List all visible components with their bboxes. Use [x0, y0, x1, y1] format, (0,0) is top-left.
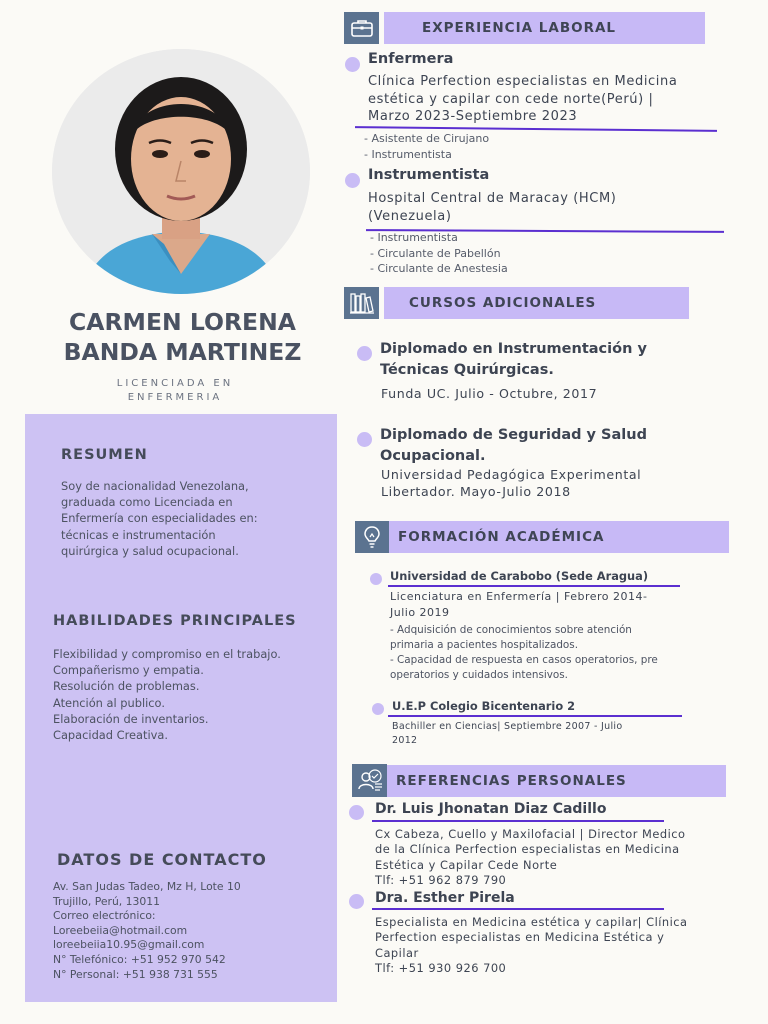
school-detail-line: - Adquisición de conocimientos sobre atención	[390, 624, 632, 636]
job-place-line: Marzo 2023-Septiembre 2023	[368, 109, 578, 124]
bullet-dot	[345, 173, 360, 188]
divider-line	[388, 585, 680, 587]
job-place-line: Hospital Central de Maracay (HCM)	[368, 191, 617, 206]
cursos-heading: CURSOS ADICIONALES	[409, 295, 597, 311]
reference-details-2	[375, 915, 745, 976]
divider-line	[372, 908, 664, 910]
course-title-line: Diplomado de Seguridad y Salud	[380, 427, 647, 443]
job-title	[100, 377, 250, 405]
course-detail-1	[381, 385, 597, 402]
habilidades-list	[53, 646, 328, 743]
school-sub-line: Julio 2019	[390, 605, 450, 619]
school-detail-1	[390, 623, 730, 683]
school-title-2: U.E.P Colegio Bicentenario 2	[392, 699, 576, 713]
task-item: - Asistente de Cirujano	[364, 132, 490, 145]
course-title-line: Técnicas Quirúrgicas.	[380, 362, 554, 378]
bullet-dot	[345, 57, 360, 72]
reference-line: Perfection especialistas en Medicina Estética y	[375, 930, 665, 945]
reference-phone: Tlf: +51 962 879 790	[375, 872, 507, 887]
contact-email-label: Correo electrónico:	[53, 909, 156, 923]
resumen-text	[61, 478, 326, 559]
referencias-header	[387, 765, 726, 797]
job-title-2: Instrumentista	[368, 167, 490, 183]
school-sub-line: Licenciatura en Enfermería | Febrero 2014-	[390, 590, 648, 603]
reference-line: Cx Cabeza, Cuello y Maxilofacial | Director Medico	[375, 827, 686, 841]
school-sub-line: 2012	[392, 735, 418, 746]
name-line-2: BANDA MARTINEZ	[63, 338, 302, 366]
role-line-1: LICENCIADA EN	[116, 378, 234, 389]
reference-line: Capilar	[375, 945, 419, 960]
skill-item: Elaboración de inventarios.	[53, 711, 209, 726]
contact-address: Av. San Judas Tadeo, Mz H, Lote 10	[53, 880, 241, 893]
job-place-2	[368, 190, 738, 225]
contact-phone: N° Telefónico: +51 952 970 542	[53, 952, 226, 966]
experiencia-header	[384, 12, 705, 44]
referencias-icon-box	[352, 764, 387, 797]
experiencia-icon-box	[344, 12, 379, 44]
formacion-icon-box	[355, 521, 389, 553]
formacion-heading: FORMACIÓN ACADÉMICA	[398, 529, 605, 545]
course-detail-line: Libertador. Mayo-Julio 2018	[381, 484, 571, 499]
bullet-dot	[357, 432, 372, 447]
course-detail-line: Funda UC. Julio - Octubre, 2017	[381, 386, 598, 401]
job-tasks-1	[364, 131, 489, 162]
school-title-1: Universidad de Carabobo (Sede Aragua)	[390, 569, 649, 583]
task-item: - Instrumentista	[364, 147, 452, 161]
task-item: - Circulante de Anestesia	[370, 262, 508, 275]
profile-photo	[52, 49, 310, 294]
cursos-icon-box	[344, 287, 379, 319]
course-title-line: Ocupacional.	[380, 448, 486, 464]
school-sub-line: Bachiller en Ciencias| Septiembre 2007 - Julio	[392, 721, 623, 732]
job-place-line: (Venezuela)	[368, 208, 452, 224]
course-title-2	[380, 425, 730, 467]
profile-photo-icon	[52, 49, 310, 294]
task-item: - Instrumentista	[370, 231, 458, 244]
reference-name-1: Dr. Luis Jhonatan Diaz Cadillo	[375, 801, 607, 817]
contact-city: Trujillo, Perú, 13011	[53, 894, 161, 908]
job-place-line: Clínica Perfection especialistas en Medicina	[368, 74, 678, 89]
formacion-header	[389, 521, 729, 553]
resumen-line: graduada como Licenciada en	[61, 495, 233, 510]
resumen-heading: RESUMEN	[61, 447, 148, 463]
contact-phone-personal: N° Personal: +51 938 731 555	[53, 967, 218, 981]
contact-email-2[interactable]: loreebeiia10.95@gmail.com	[53, 938, 205, 952]
reference-name-2: Dra. Esther Pirela	[375, 890, 515, 906]
resumen-line: quirúrgica y salud ocupacional.	[61, 543, 239, 558]
contacts-icon	[356, 768, 384, 794]
name-line-1: CARMEN LORENA	[69, 308, 296, 336]
school-sub-1	[390, 589, 720, 620]
role-line-2: ENFERMERIA	[127, 392, 223, 403]
experiencia-heading: EXPERIENCIA LABORAL	[422, 20, 617, 36]
referencias-heading: REFERENCIAS PERSONALES	[396, 773, 627, 789]
reference-line: Estética y Capilar Cede Norte	[375, 857, 558, 872]
task-item: - Circulante de Pabellón	[370, 246, 501, 260]
bullet-dot	[349, 805, 364, 820]
reference-details-1	[375, 827, 745, 888]
full-name	[30, 307, 335, 367]
bullet-dot	[349, 894, 364, 909]
contacto-list	[53, 880, 328, 982]
contacto-heading: DATOS DE CONTACTO	[57, 850, 267, 869]
skill-item: Flexibilidad y compromiso en el trabajo.	[53, 647, 281, 661]
contact-email-1[interactable]: Loreebeiia@hotmail.com	[53, 923, 188, 937]
job-place-1	[368, 73, 738, 126]
resumen-line: Soy de nacionalidad Venezolana,	[61, 479, 249, 493]
course-detail-2	[381, 466, 641, 500]
school-detail-line: primaria a pacientes hospitalizados.	[390, 639, 579, 651]
course-title-1	[380, 339, 730, 381]
skill-item: Atención al publico.	[53, 695, 165, 710]
job-tasks-2	[370, 230, 508, 277]
divider-line	[388, 715, 682, 717]
skill-item: Capacidad Creativa.	[53, 728, 168, 743]
school-sub-2	[392, 720, 722, 748]
reference-line: Especialista en Medicina estética y capilar| Clínica	[375, 915, 688, 929]
lightbulb-icon	[363, 525, 381, 549]
bullet-dot	[357, 346, 372, 361]
cursos-header	[384, 287, 689, 319]
course-detail-line: Universidad Pedagógica Experimental	[381, 467, 642, 482]
job-place-line: estética y capilar con cede norte(Perú) |	[368, 91, 654, 107]
skill-item: Resolución de problemas.	[53, 679, 200, 694]
reference-phone: Tlf: +51 930 926 700	[375, 960, 507, 975]
bullet-dot	[370, 573, 382, 585]
skill-item: Compañerismo y empatia.	[53, 663, 204, 678]
resumen-line: Enfermería con especialidades en:	[61, 511, 258, 526]
job-title-1: Enfermera	[368, 51, 454, 67]
course-title-line: Diplomado en Instrumentación y	[380, 341, 647, 357]
divider-line	[372, 820, 664, 822]
books-icon	[349, 292, 375, 314]
school-detail-line: - Capacidad de respuesta en casos operatorios, pre	[390, 654, 658, 666]
school-detail-line: operatorios y cuidados intensivos.	[390, 669, 568, 681]
reference-line: de la Clínica Perfection especialistas en Medicina	[375, 842, 680, 857]
resumen-line: técnicas e instrumentación	[61, 527, 216, 542]
habilidades-heading: HABILIDADES PRINCIPALES	[53, 613, 297, 629]
bullet-dot	[372, 703, 384, 715]
briefcase-icon	[351, 19, 373, 37]
